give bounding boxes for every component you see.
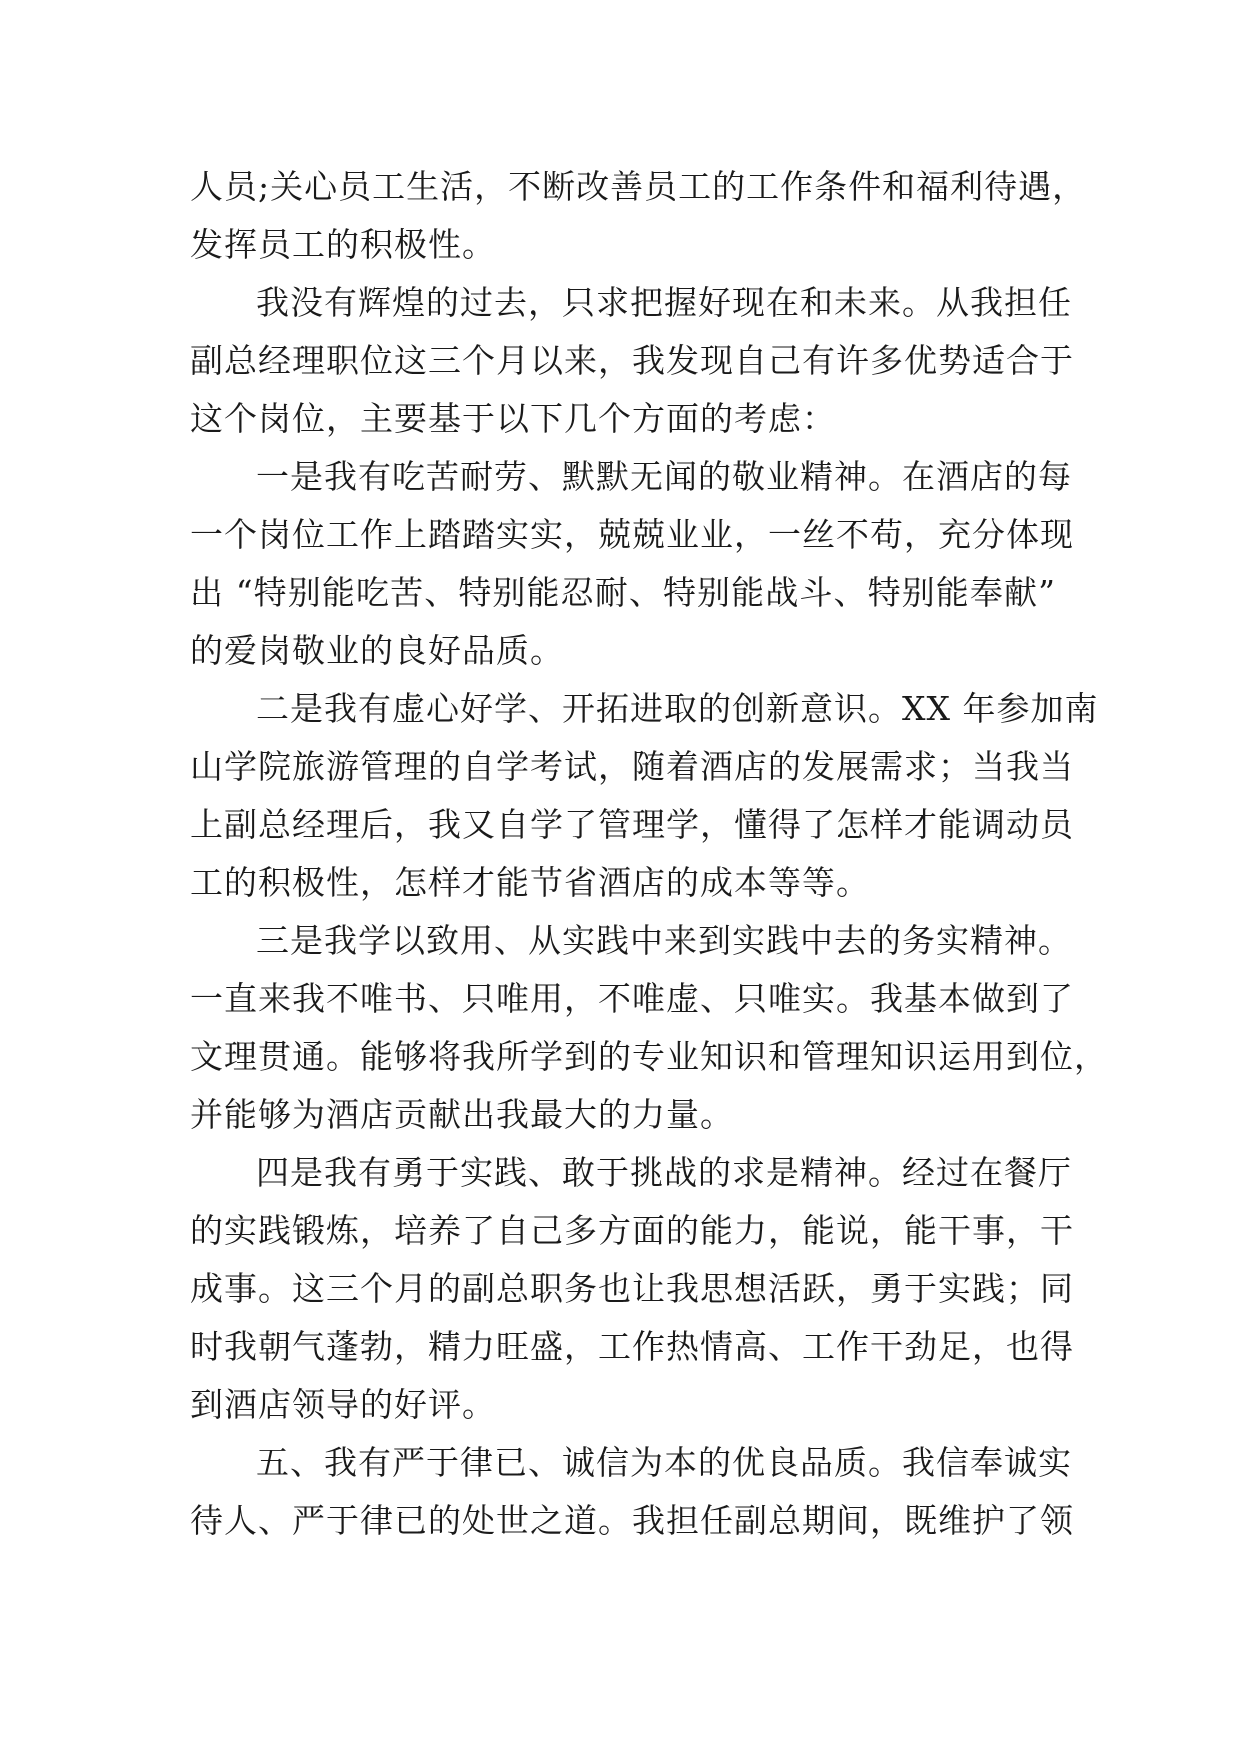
paragraph-2 bbox=[190, 274, 1074, 448]
text-line: 副总经理职位这三个月以来，我发现自己有许多优势适合于 bbox=[190, 341, 1074, 380]
paragraph-3 bbox=[190, 448, 1074, 680]
text-line: 一个岗位工作上踏踏实实，兢兢业业，一丝不苟，充分体现 bbox=[190, 515, 1074, 554]
text-line: 到酒店领导的好评。 bbox=[190, 1385, 496, 1424]
text-line: 山学院旅游管理的自学考试，随着酒店的发展需求；当我当 bbox=[190, 747, 1074, 786]
text-line: 五、我有严于律已、诚信为本的优良品质。我信奉诚实 bbox=[256, 1443, 1072, 1482]
paragraph-4 bbox=[190, 680, 1099, 912]
text-line: 出 “特别能吃苦、特别能忍耐、特别能战斗、特别能奉献” bbox=[190, 573, 1056, 612]
paragraph-1 bbox=[190, 158, 1087, 274]
text-line: 文理贯通。能够将我所学到的专业知识和管理知识运用到位， bbox=[190, 1037, 1108, 1076]
text-line: 这个岗位，主要基于以下几个方面的考虑： bbox=[190, 399, 836, 438]
text-line: 的实践锻炼，培养了自己多方面的能力，能说，能干事，干 bbox=[190, 1211, 1074, 1250]
text-line: 工的积极性，怎样才能节省酒店的成本等等。 bbox=[190, 863, 870, 902]
text-line: 一是我有吃苦耐劳、默默无闻的敬业精神。在酒店的每 bbox=[256, 457, 1072, 496]
paragraph-6 bbox=[190, 1144, 1074, 1434]
text-line: 四是我有勇于实践、敢于挑战的求是精神。经过在餐厅 bbox=[256, 1153, 1072, 1192]
text-line: 人员;关心员工生活，不断改善员工的工作条件和福利待遇， bbox=[190, 167, 1087, 206]
paragraph-7 bbox=[190, 1434, 1074, 1550]
text-line: 时我朝气蓬勃，精力旺盛，工作热情高、工作干劲足，也得 bbox=[190, 1327, 1074, 1366]
text-line: 并能够为酒店贡献出我最大的力量。 bbox=[190, 1095, 734, 1134]
text-line: 二是我有虚心好学、开拓进取的创新意识。XX 年参加南 bbox=[256, 689, 1099, 728]
text-line: 待人、严于律已的处世之道。我担任副总期间，既维护了领 bbox=[190, 1501, 1074, 1540]
text-line: 成事。这三个月的副总职务也让我思想活跃，勇于实践；同 bbox=[190, 1269, 1074, 1308]
text-line: 一直来我不唯书、只唯用，不唯虚、只唯实。我基本做到了 bbox=[190, 979, 1074, 1018]
document-body bbox=[190, 158, 1108, 1550]
text-line: 我没有辉煌的过去，只求把握好现在和未来。从我担任 bbox=[256, 283, 1072, 322]
text-line: 三是我学以致用、从实践中来到实践中去的务实精神。 bbox=[256, 921, 1072, 960]
text-line: 上副总经理后，我又自学了管理学，懂得了怎样才能调动员 bbox=[190, 805, 1074, 844]
text-line: 的爱岗敬业的良好品质。 bbox=[190, 631, 564, 670]
text-line: 发挥员工的积极性。 bbox=[190, 225, 496, 264]
paragraph-5 bbox=[190, 912, 1108, 1144]
